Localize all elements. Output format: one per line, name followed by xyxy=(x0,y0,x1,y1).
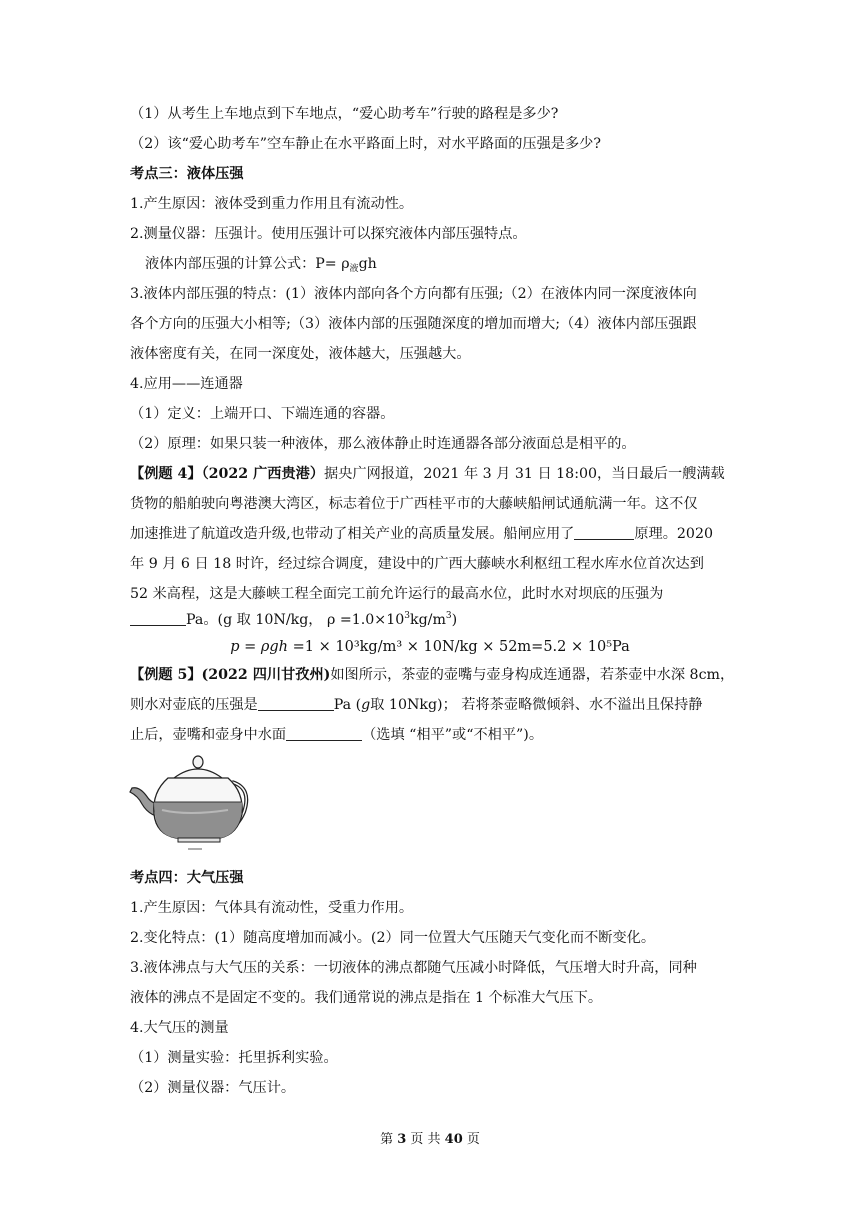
example-5-line-3 xyxy=(130,725,730,745)
section-3-item-3c: 液体密度有关，在同一深度处，液体越大，压强越大。 xyxy=(130,346,471,362)
example-4-text-3b: 原理。2020 xyxy=(634,526,713,542)
footer-middle: 页 共 xyxy=(406,1132,445,1147)
answer-blank-principle[interactable] xyxy=(574,525,634,540)
example-4-line-1 xyxy=(130,464,730,484)
example-4-text-6c: ) xyxy=(451,612,458,628)
solution-value: =1 × 10³kg/m³ × 10N/kg × 52m=5.2 × 10⁵Pa xyxy=(292,639,630,655)
section-4-item-1: 1.产生原因：气体具有流动性，受重力作用。 xyxy=(130,900,414,916)
answer-blank-water-level[interactable] xyxy=(286,726,362,741)
footer-suffix: 页 xyxy=(462,1132,480,1147)
section-4-item-6: （2）测量仪器：气压计。 xyxy=(130,1080,296,1096)
section-3-item-1: 1.产生原因：液体受到重力作用且有流动性。 xyxy=(130,196,414,212)
section-3-heading: 考点三：液体压强 xyxy=(130,166,244,182)
example-4-text-1: 据央广网报道，2021 年 3 月 31 日 18:00，当日最后一艘满载 xyxy=(324,466,725,482)
example-5-text-2b: Pa ( xyxy=(333,697,362,713)
example-4-sup-2: 3 xyxy=(445,611,452,621)
example-4-line-5: 52 米高程，这是大藤峡工程全面完工前允许运行的最高水位，此时水对坝底的压强为 xyxy=(130,586,664,602)
example-4-text-6a: Pa。(g 取 10N/kg， ρ =1.0×10 xyxy=(186,612,405,628)
section-3-item-2: 2.测量仪器：压强计。使用压强计可以探究液体内部压强特点。 xyxy=(130,226,527,242)
example-5-text-3b: （选填 “相平”或“不相平”)。 xyxy=(362,727,544,743)
teapot-figure xyxy=(128,752,250,850)
example-4-text-3a: 加速推进了航道改造升级,也带动了相关产业的高质量发展。船闸应用了 xyxy=(130,526,575,542)
example-5-line-1 xyxy=(130,665,735,685)
total-page-count: 40 xyxy=(444,1132,463,1147)
example-4-sup-1: 3 xyxy=(404,611,410,621)
example-5-text-2c: 取 10Nkg)； 若将茶壶略微倾斜、水不溢出且保持静 xyxy=(370,697,703,713)
section-4-heading: 考点四：大气压强 xyxy=(130,870,244,886)
example-4-line-2: 货物的船舶驶向粤港澳大湾区，标志着位于广西桂平市的大藤峡船闸试通航满一年。这不仅 xyxy=(130,496,698,512)
section-3-item-4: 4.应用——连通器 xyxy=(130,376,243,392)
example-5-line-2 xyxy=(130,695,730,715)
section-3-item-3b: 各个方向的压强大小相等;（3）液体内部的压强随深度的增加而增大;（4）液体内部压强跟 xyxy=(130,316,697,332)
example-5-text-2a: 则水对壶底的压强是 xyxy=(130,697,258,713)
current-page-number: 3 xyxy=(397,1132,407,1147)
section-4-item-5: （1）测量实验：托里拆利实验。 xyxy=(130,1050,338,1066)
section-4-item-3a: 3.液体沸点与大气压的关系：一切液体的沸点都随气压减小时降低，气压增大时升高，同种 xyxy=(130,960,697,976)
solution-symbols: p = ρgℎ xyxy=(230,639,293,655)
example-5-g-symbol: g xyxy=(361,697,371,713)
example-5-label: 【例题 5】(2022 四川甘孜州) xyxy=(130,667,331,683)
footer-prefix: 第 xyxy=(380,1132,398,1147)
section-3-item-5: （1）定义：上端开口、下端连通的容器。 xyxy=(130,406,395,422)
section-4-item-2: 2.变化特点：(1）随高度增加而减小。(2）同一位置大气压随天气变化而不断变化。 xyxy=(130,930,656,946)
example-5-text-1: 如图所示，茶壶的壶嘴与壶身构成连通器，若茶壶中水深 8cm， xyxy=(330,667,735,683)
formula-text: 液体内部压强的计算公式：P= ρ xyxy=(145,256,350,272)
section-3-item-3a: 3.液体内部压强的特点：(1）液体内部向各个方向都有压强;（2）在液体内同一深度液体向 xyxy=(130,286,697,302)
section-4-item-4: 4.大气压的测量 xyxy=(130,1020,229,1036)
pressure-formula xyxy=(145,254,745,279)
question-1: （1）从考生上车地点到下车地点，“爱心助考车”行驶的路程是多少? xyxy=(130,106,559,122)
formula-subscript: 液 xyxy=(349,264,359,274)
example-4-line-3 xyxy=(130,524,730,544)
answer-blank-pot-pressure[interactable] xyxy=(258,696,334,711)
section-4-item-3b: 液体的沸点不是固定不变的。我们通常说的沸点是指在 1 个标准大气压下。 xyxy=(130,990,603,1006)
example-4-text-6b: kg/m xyxy=(409,612,446,628)
example-4-solution xyxy=(130,636,730,658)
example-4-label: 【例题 4】（2022 广西贵港） xyxy=(130,466,325,482)
example-4-line-4: 年 9 月 6 日 18 时许，经过综合调度，建设中的广西大藤峡水利枢纽工程水库水位首次达到 xyxy=(130,556,704,572)
example-4-line-6 xyxy=(130,606,730,630)
answer-blank-pressure[interactable] xyxy=(130,611,186,626)
question-2: （2）该“爱心助考车”空车静止在水平路面上时，对水平路面的压强是多少? xyxy=(130,136,601,152)
example-5-text-3a: 止后，壶嘴和壶身中水面 xyxy=(130,727,287,743)
page-footer xyxy=(0,1131,860,1149)
formula-tail: gh xyxy=(358,256,377,272)
section-3-item-6: （2）原理：如果只装一种液体，那么液体静止时连通器各部分液面总是相平的。 xyxy=(130,436,636,452)
